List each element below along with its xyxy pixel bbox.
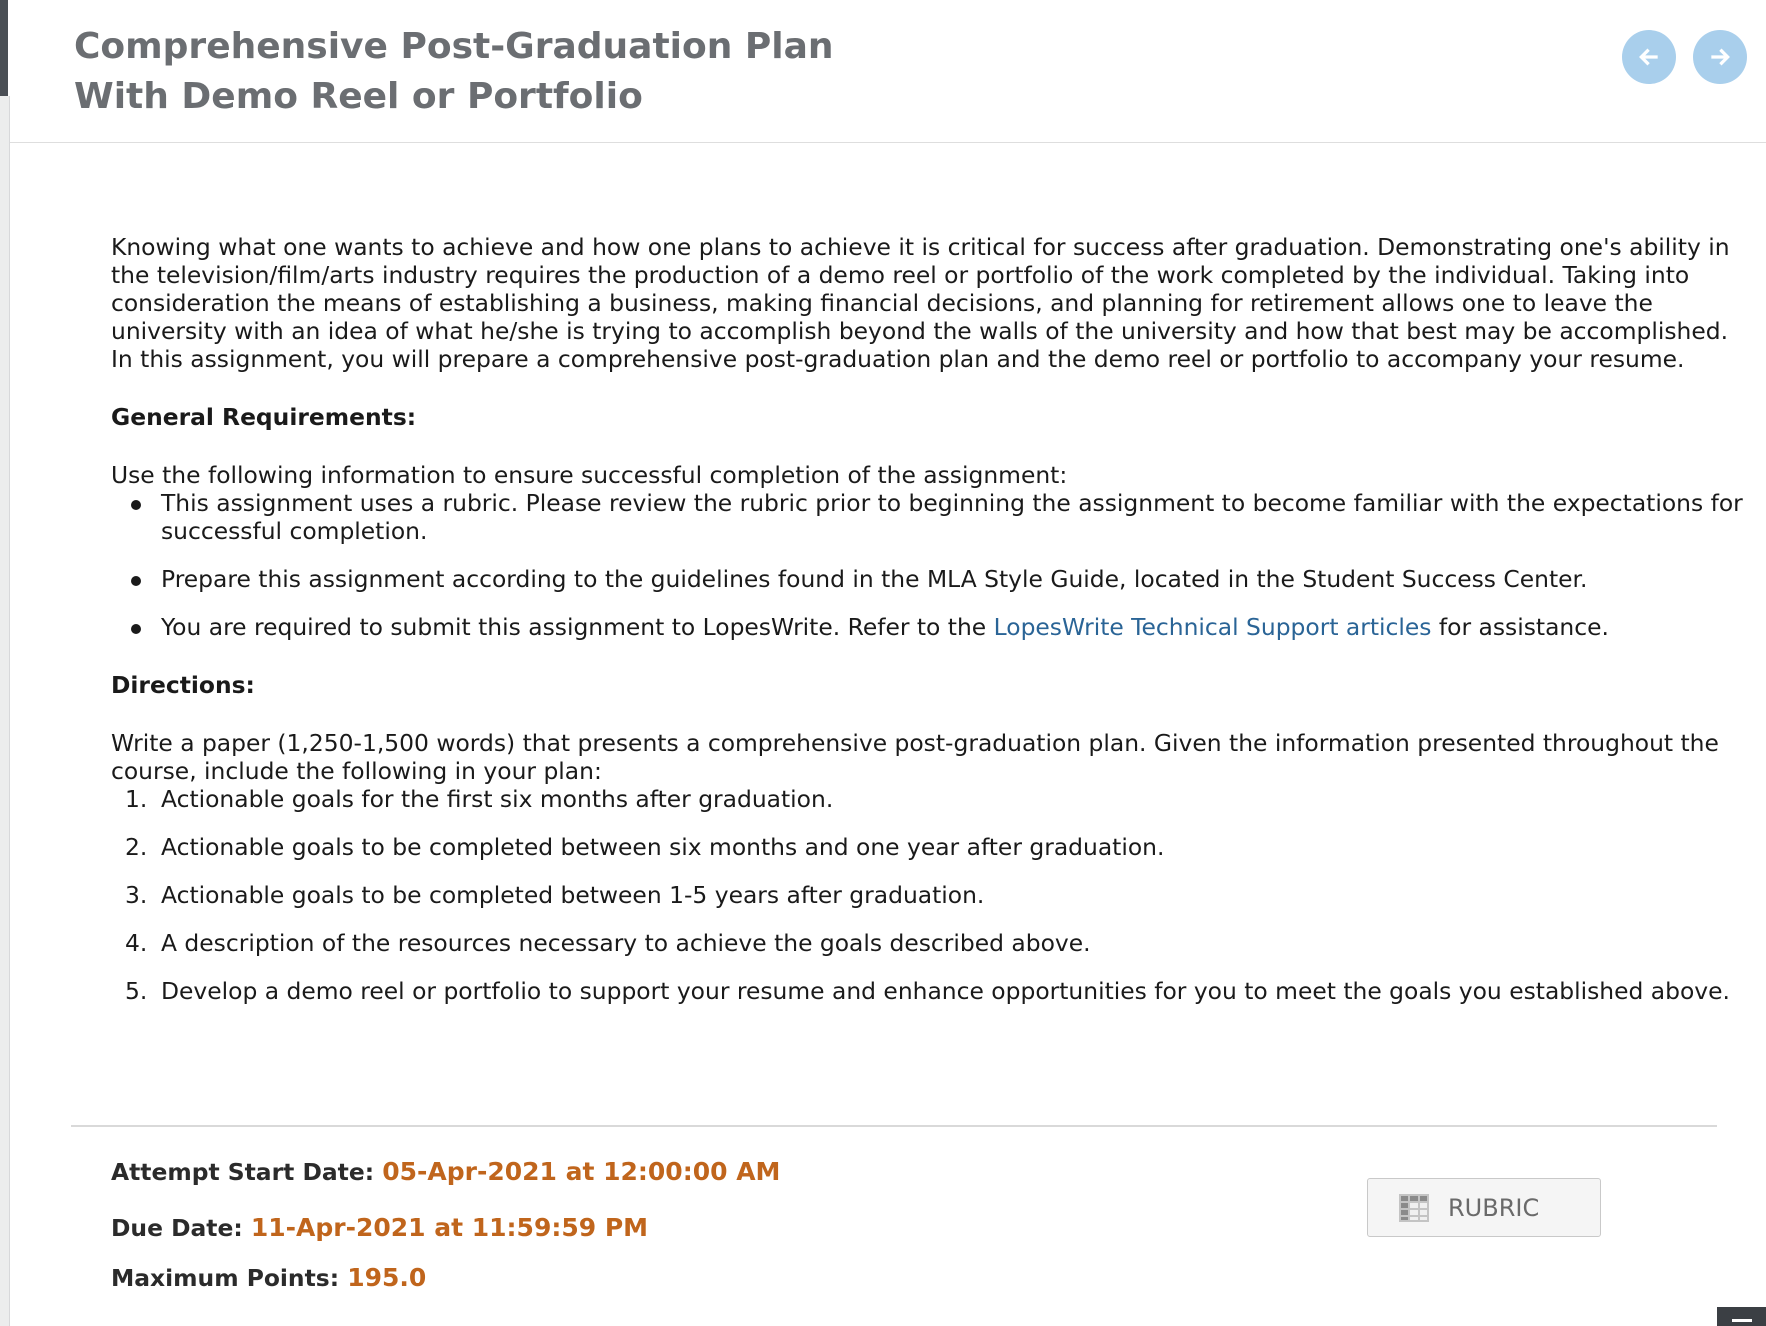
list-number: 2. — [125, 833, 148, 861]
intro-paragraph: Knowing what one wants to achieve and how one plans to achieve it is critical for success after graduation. Demonstrating one's ability in the television/film/arts industry requires the production of a demo reel or portfolio of the work completed by the individual. Taking into consideration the means of establishing a business, making financial decisions, and planning for retirement allows one to leave the university with an idea of what he/she is trying to accomplish beyond the walls of the university and how that best may be accomplished. In this assignment, you will prepare a comprehensive post-graduation plan and the demo reel or portfolio to accompany your resume. — [111, 233, 1730, 373]
arrow-left-icon — [1636, 44, 1662, 70]
bullet-icon — [131, 576, 141, 586]
arrow-right-icon — [1707, 44, 1733, 70]
due-date-label: Due Date: — [111, 1214, 243, 1242]
list-item — [111, 785, 1756, 813]
rubric-button[interactable] — [1367, 1178, 1601, 1237]
list-item-text-pre: You are required to submit this assignment to LopesWrite. Refer to the — [161, 613, 994, 641]
title-line-1: Comprehensive Post-Graduation Plan — [74, 26, 834, 67]
list-item-text: Actionable goals to be completed between six months and one year after graduation. — [161, 833, 1165, 861]
list-item-text: Develop a demo reel or portfolio to support your resume and enhance opportunities for you to meet the goals you established above. — [161, 977, 1730, 1005]
list-number: 4. — [125, 929, 148, 957]
list-item — [111, 929, 1756, 957]
list-item — [111, 489, 1756, 545]
header — [10, 0, 1766, 143]
list-item-text-post: for assistance. — [1431, 613, 1609, 641]
bullet-icon — [131, 624, 141, 634]
list-item — [111, 613, 1756, 641]
general-requirements-heading: General Requirements: — [111, 403, 417, 431]
grid-icon — [1398, 1192, 1430, 1224]
directions-heading: Directions: — [111, 671, 255, 699]
due-date-value: 11-Apr-2021 at 11:59:59 PM — [250, 1213, 649, 1242]
list-number: 1. — [125, 785, 148, 813]
divider — [71, 1125, 1717, 1127]
list-number: 5. — [125, 977, 148, 1005]
next-button[interactable] — [1693, 30, 1747, 84]
title-line-2: With Demo Reel or Portfolio — [74, 76, 643, 117]
points-label: Maximum Points: — [111, 1264, 340, 1292]
previous-button[interactable] — [1622, 30, 1676, 84]
goals-list — [111, 785, 1756, 1005]
general-requirements-lead: Use the following information to ensure successful completion of the assignment: — [111, 461, 1068, 489]
rubric-label: RUBRIC — [1448, 1193, 1540, 1222]
bullet-icon — [131, 500, 141, 510]
points-value: 195.0 — [347, 1263, 427, 1292]
maximum-points — [111, 1263, 426, 1293]
attempt-start-date — [111, 1157, 780, 1187]
lopeswrite-support-link[interactable]: LopesWrite Technical Support articles — [993, 613, 1432, 641]
list-item-text: A description of the resources necessary to achieve the goals described above. — [161, 929, 1091, 957]
directions-lead: Write a paper (1,250-1,500 words) that presents a comprehensive post-graduation plan. Given the information presented throughout the course, include the following in your plan: — [111, 729, 1719, 785]
assignment-description — [111, 233, 1756, 1025]
list-item — [111, 881, 1756, 909]
start-date-value: 05-Apr-2021 at 12:00:00 AM — [382, 1157, 781, 1186]
list-item-text: Prepare this assignment according to the guidelines found in the MLA Style Guide, located in the Student Success Center. — [161, 565, 1588, 593]
list-item-text: Actionable goals for the first six months after graduation. — [161, 785, 834, 813]
due-date — [111, 1213, 648, 1243]
left-scrollbar[interactable] — [0, 96, 10, 1326]
list-item — [111, 833, 1756, 861]
minimize-tab[interactable] — [1717, 1307, 1766, 1326]
list-number: 3. — [125, 881, 148, 909]
start-date-label: Attempt Start Date: — [111, 1158, 375, 1186]
list-item — [111, 565, 1756, 593]
list-item-text: Actionable goals to be completed between 1-5 years after graduation. — [161, 881, 985, 909]
list-item — [111, 977, 1756, 1005]
page-title — [74, 22, 974, 122]
list-item-text: This assignment uses a rubric. Please review the rubric prior to beginning the assignment to become familiar with the expectations for successful completion. — [161, 489, 1743, 545]
requirements-list — [111, 489, 1756, 641]
left-edge — [0, 0, 8, 96]
minus-icon — [1732, 1319, 1752, 1322]
